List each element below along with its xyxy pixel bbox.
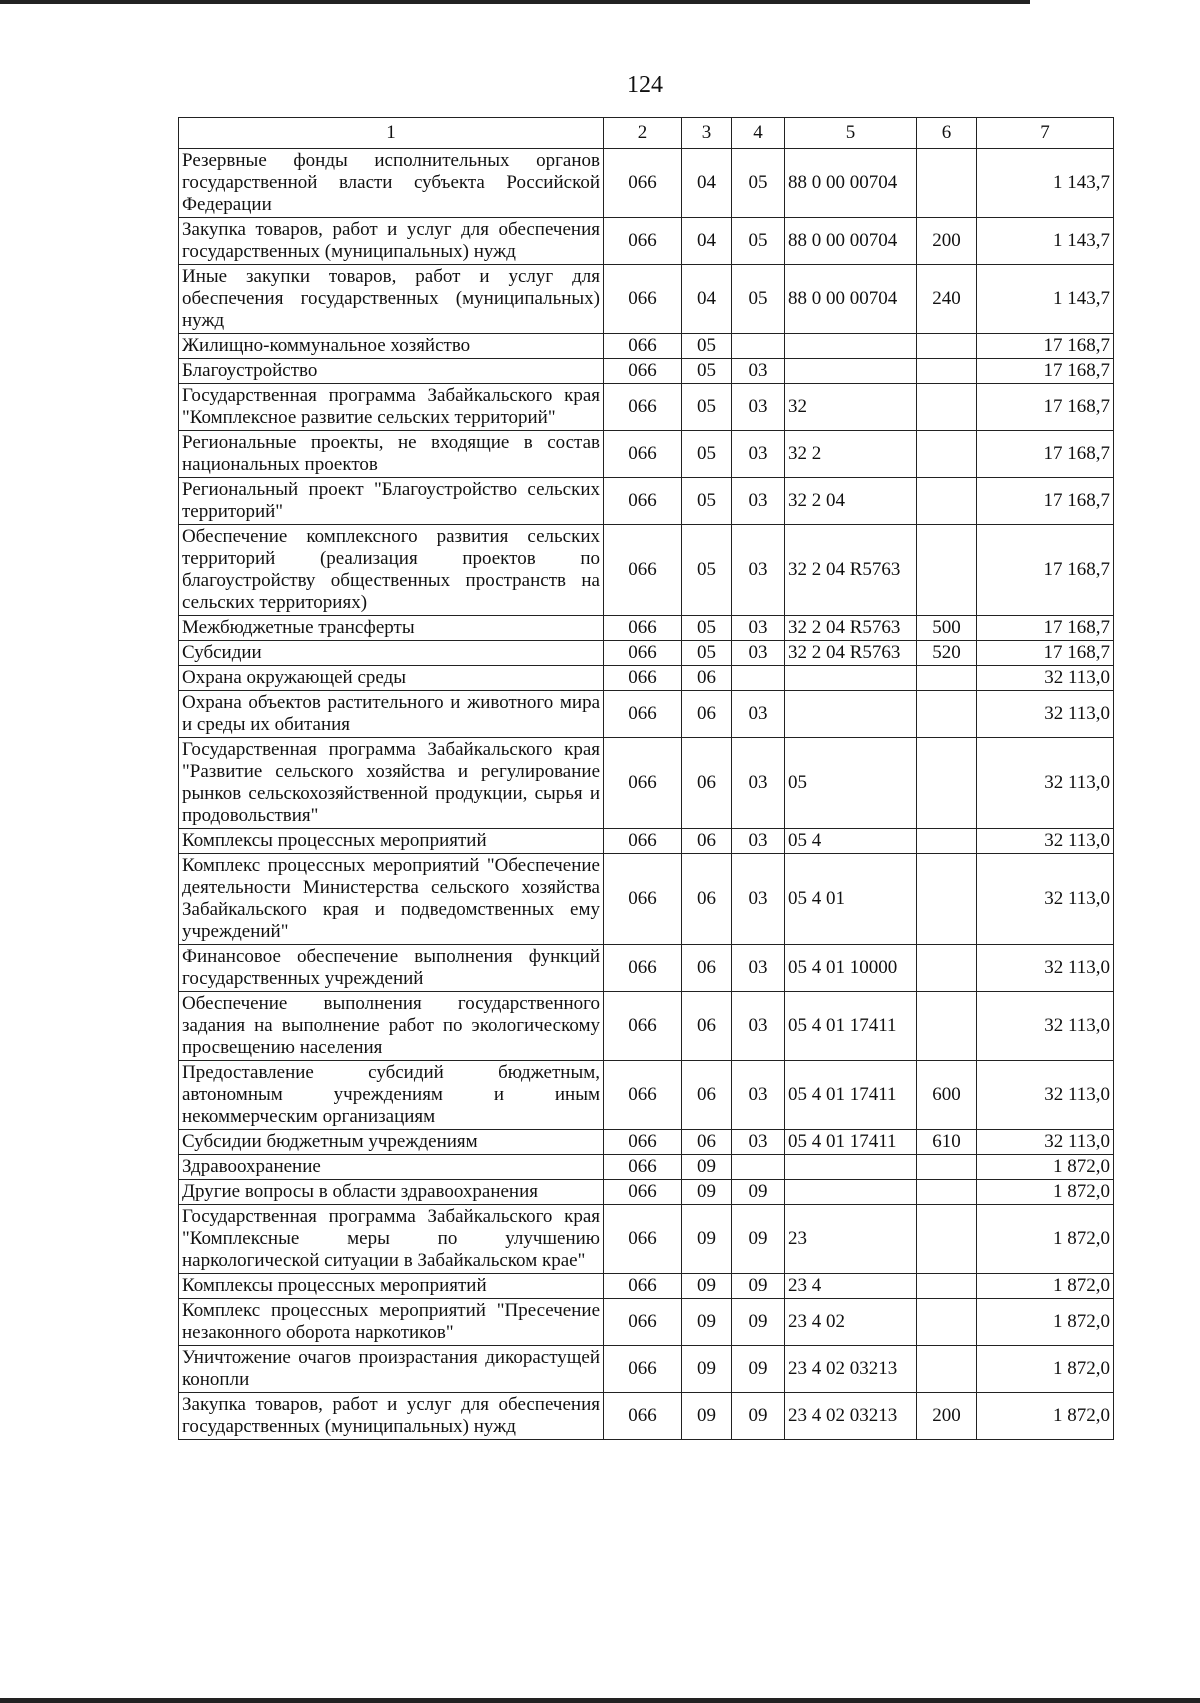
row-gr-cell: 066 [604, 738, 682, 829]
table-row [179, 359, 1114, 384]
row-name-cell: Региональные проекты, не входящие в состав национальных проектов [179, 431, 604, 478]
row-vr-cell [917, 945, 977, 992]
row-pr-cell: 05 [732, 218, 785, 265]
row-sum-cell: 32 113,0 [977, 666, 1114, 691]
row-csr-cell: 32 2 [785, 431, 917, 478]
table-row [179, 1130, 1114, 1155]
row-sum-cell: 32 113,0 [977, 738, 1114, 829]
row-sum-cell: 1 143,7 [977, 149, 1114, 218]
row-name-cell: Комплексы процессных мероприятий [179, 829, 604, 854]
row-gr-cell: 066 [604, 525, 682, 616]
row-csr-cell: 32 2 04 R5763 [785, 641, 917, 666]
row-sum-cell: 17 168,7 [977, 334, 1114, 359]
row-sum-cell: 32 113,0 [977, 691, 1114, 738]
row-gr-cell: 066 [604, 666, 682, 691]
row-gr-cell: 066 [604, 384, 682, 431]
row-csr-cell: 05 [785, 738, 917, 829]
row-rz-cell: 06 [682, 1061, 732, 1130]
row-csr-cell: 05 4 01 17411 [785, 992, 917, 1061]
row-sum-cell: 1 872,0 [977, 1393, 1114, 1440]
row-name-cell: Финансовое обеспечение выполнения функций государственных учреждений [179, 945, 604, 992]
row-rz-cell: 09 [682, 1346, 732, 1393]
table-row [179, 945, 1114, 992]
row-pr-cell: 05 [732, 149, 785, 218]
row-vr-cell: 520 [917, 641, 977, 666]
table-row [179, 829, 1114, 854]
row-gr-cell: 066 [604, 359, 682, 384]
row-vr-cell [917, 384, 977, 431]
row-rz-cell: 05 [682, 478, 732, 525]
top-border-line [0, 0, 1030, 4]
table-row [179, 1346, 1114, 1393]
row-rz-cell: 05 [682, 431, 732, 478]
row-csr-cell [785, 691, 917, 738]
row-sum-cell: 32 113,0 [977, 1130, 1114, 1155]
row-vr-cell [917, 431, 977, 478]
row-csr-cell: 88 0 00 00704 [785, 149, 917, 218]
row-name-cell: Здравоохранение [179, 1155, 604, 1180]
row-csr-cell: 32 2 04 R5763 [785, 525, 917, 616]
row-pr-cell: 09 [732, 1274, 785, 1299]
row-vr-cell [917, 525, 977, 616]
table-row [179, 992, 1114, 1061]
header-cell: 7 [977, 118, 1114, 149]
row-sum-cell: 1 872,0 [977, 1205, 1114, 1274]
row-name-cell: Иные закупки товаров, работ и услуг для обеспечения государственных (муниципальных) нужд [179, 265, 604, 334]
row-sum-cell: 32 113,0 [977, 829, 1114, 854]
row-vr-cell: 240 [917, 265, 977, 334]
row-gr-cell: 066 [604, 691, 682, 738]
row-vr-cell [917, 359, 977, 384]
table-row [179, 384, 1114, 431]
row-pr-cell: 03 [732, 992, 785, 1061]
row-gr-cell: 066 [604, 829, 682, 854]
row-rz-cell: 06 [682, 992, 732, 1061]
row-name-cell: Государственная программа Забайкальского края "Комплексное развитие сельских территорий" [179, 384, 604, 431]
table-row [179, 478, 1114, 525]
row-pr-cell: 03 [732, 1130, 785, 1155]
header-cell: 5 [785, 118, 917, 149]
row-name-cell: Резервные фонды исполнительных органов государственной власти субъекта Российской Федерации [179, 149, 604, 218]
row-csr-cell: 05 4 [785, 829, 917, 854]
row-name-cell: Межбюджетные трансферты [179, 616, 604, 641]
table-row [179, 691, 1114, 738]
row-name-cell: Государственная программа Забайкальского края "Комплексные меры по улучшению наркологической ситуации в Забайкальском крае" [179, 1205, 604, 1274]
row-gr-cell: 066 [604, 854, 682, 945]
row-pr-cell: 03 [732, 691, 785, 738]
row-vr-cell: 200 [917, 1393, 977, 1440]
table-body [179, 149, 1114, 1440]
row-rz-cell: 09 [682, 1205, 732, 1274]
row-rz-cell: 05 [682, 384, 732, 431]
row-csr-cell: 23 4 02 03213 [785, 1346, 917, 1393]
row-gr-cell: 066 [604, 1180, 682, 1205]
row-name-cell: Комплекс процессных мероприятий "Пресечение незаконного оборота наркотиков" [179, 1299, 604, 1346]
row-gr-cell: 066 [604, 334, 682, 359]
table-row [179, 218, 1114, 265]
row-name-cell: Другие вопросы в области здравоохранения [179, 1180, 604, 1205]
row-csr-cell [785, 666, 917, 691]
table-row [179, 525, 1114, 616]
row-gr-cell: 066 [604, 149, 682, 218]
table-row [179, 666, 1114, 691]
bottom-border-line [0, 1698, 1200, 1703]
row-rz-cell: 05 [682, 525, 732, 616]
row-gr-cell: 066 [604, 431, 682, 478]
row-pr-cell: 03 [732, 478, 785, 525]
row-sum-cell: 1 872,0 [977, 1346, 1114, 1393]
row-vr-cell [917, 738, 977, 829]
row-csr-cell [785, 334, 917, 359]
row-rz-cell: 05 [682, 334, 732, 359]
row-name-cell: Охрана окружающей среды [179, 666, 604, 691]
row-rz-cell: 06 [682, 738, 732, 829]
header-cell: 4 [732, 118, 785, 149]
row-name-cell: Благоустройство [179, 359, 604, 384]
row-rz-cell: 06 [682, 1130, 732, 1155]
row-vr-cell [917, 1346, 977, 1393]
row-rz-cell: 09 [682, 1155, 732, 1180]
row-vr-cell: 600 [917, 1061, 977, 1130]
row-pr-cell: 03 [732, 384, 785, 431]
table-row [179, 738, 1114, 829]
row-rz-cell: 09 [682, 1299, 732, 1346]
row-rz-cell: 06 [682, 691, 732, 738]
row-rz-cell: 06 [682, 666, 732, 691]
row-name-cell: Жилищно-коммунальное хозяйство [179, 334, 604, 359]
table-row [179, 854, 1114, 945]
row-sum-cell: 32 113,0 [977, 854, 1114, 945]
row-name-cell: Обеспечение выполнения государственного задания на выполнение работ по экологическому просвещению населения [179, 992, 604, 1061]
table-row [179, 1274, 1114, 1299]
row-sum-cell: 17 168,7 [977, 431, 1114, 478]
table-row [179, 334, 1114, 359]
row-csr-cell: 23 [785, 1205, 917, 1274]
table-row [179, 641, 1114, 666]
row-rz-cell: 06 [682, 829, 732, 854]
row-sum-cell: 17 168,7 [977, 384, 1114, 431]
row-csr-cell: 88 0 00 00704 [785, 218, 917, 265]
row-pr-cell: 09 [732, 1180, 785, 1205]
row-sum-cell: 32 113,0 [977, 1061, 1114, 1130]
row-name-cell: Комплексы процессных мероприятий [179, 1274, 604, 1299]
row-csr-cell: 05 4 01 17411 [785, 1130, 917, 1155]
row-vr-cell [917, 666, 977, 691]
row-name-cell: Субсидии [179, 641, 604, 666]
row-pr-cell: 03 [732, 616, 785, 641]
row-sum-cell: 17 168,7 [977, 525, 1114, 616]
row-sum-cell: 32 113,0 [977, 945, 1114, 992]
row-rz-cell: 05 [682, 641, 732, 666]
budget-table [178, 117, 1114, 1440]
row-sum-cell: 32 113,0 [977, 992, 1114, 1061]
row-gr-cell: 066 [604, 478, 682, 525]
row-vr-cell [917, 1180, 977, 1205]
row-name-cell: Уничтожение очагов произрастания дикорастущей конопли [179, 1346, 604, 1393]
table-row [179, 431, 1114, 478]
row-vr-cell: 610 [917, 1130, 977, 1155]
row-gr-cell: 066 [604, 218, 682, 265]
row-sum-cell: 1 143,7 [977, 265, 1114, 334]
row-csr-cell: 05 4 01 17411 [785, 1061, 917, 1130]
row-rz-cell: 05 [682, 616, 732, 641]
header-cell: 2 [604, 118, 682, 149]
row-name-cell: Комплекс процессных мероприятий "Обеспечение деятельности Министерства сельского хозяйства Забайкальского края и подведомственных ему учреждений" [179, 854, 604, 945]
row-pr-cell: 03 [732, 359, 785, 384]
row-name-cell: Региональный проект "Благоустройство сельских территорий" [179, 478, 604, 525]
row-sum-cell: 17 168,7 [977, 641, 1114, 666]
row-pr-cell: 05 [732, 265, 785, 334]
row-csr-cell: 88 0 00 00704 [785, 265, 917, 334]
table-row [179, 1061, 1114, 1130]
row-name-cell: Закупка товаров, работ и услуг для обеспечения государственных (муниципальных) нужд [179, 218, 604, 265]
row-name-cell: Охрана объектов растительного и животного мира и среды их обитания [179, 691, 604, 738]
page-number: 124 [627, 72, 663, 98]
row-csr-cell: 23 4 02 [785, 1299, 917, 1346]
row-vr-cell [917, 992, 977, 1061]
row-csr-cell: 32 2 04 R5763 [785, 616, 917, 641]
row-sum-cell: 1 872,0 [977, 1180, 1114, 1205]
table-row [179, 1155, 1114, 1180]
row-pr-cell: 09 [732, 1346, 785, 1393]
row-pr-cell: 09 [732, 1299, 785, 1346]
row-gr-cell: 066 [604, 265, 682, 334]
row-sum-cell: 17 168,7 [977, 478, 1114, 525]
row-gr-cell: 066 [604, 1205, 682, 1274]
row-csr-cell: 05 4 01 10000 [785, 945, 917, 992]
row-pr-cell [732, 666, 785, 691]
row-sum-cell: 1 872,0 [977, 1155, 1114, 1180]
row-gr-cell: 066 [604, 616, 682, 641]
row-gr-cell: 066 [604, 1274, 682, 1299]
row-vr-cell: 500 [917, 616, 977, 641]
row-name-cell: Закупка товаров, работ и услуг для обеспечения государственных (муниципальных) нужд [179, 1393, 604, 1440]
row-pr-cell [732, 334, 785, 359]
row-rz-cell: 04 [682, 149, 732, 218]
row-sum-cell: 17 168,7 [977, 616, 1114, 641]
row-name-cell: Обеспечение комплексного развития сельских территорий (реализация проектов по благоустройству общественных пространств на сельских территориях) [179, 525, 604, 616]
table-row [179, 616, 1114, 641]
row-pr-cell: 03 [732, 854, 785, 945]
table-header-row [179, 118, 1114, 149]
row-vr-cell [917, 1155, 977, 1180]
row-vr-cell [917, 854, 977, 945]
row-gr-cell: 066 [604, 1155, 682, 1180]
table-row [179, 149, 1114, 218]
row-gr-cell: 066 [604, 1299, 682, 1346]
row-rz-cell: 06 [682, 854, 732, 945]
table-row [179, 1205, 1114, 1274]
row-csr-cell: 23 4 [785, 1274, 917, 1299]
row-vr-cell [917, 829, 977, 854]
row-pr-cell: 03 [732, 641, 785, 666]
row-pr-cell: 03 [732, 525, 785, 616]
row-pr-cell: 03 [732, 738, 785, 829]
header-cell: 1 [179, 118, 604, 149]
row-name-cell: Субсидии бюджетным учреждениям [179, 1130, 604, 1155]
row-pr-cell: 03 [732, 829, 785, 854]
row-gr-cell: 066 [604, 992, 682, 1061]
row-pr-cell: 03 [732, 1061, 785, 1130]
row-rz-cell: 09 [682, 1274, 732, 1299]
header-cell: 6 [917, 118, 977, 149]
row-rz-cell: 04 [682, 218, 732, 265]
row-gr-cell: 066 [604, 1346, 682, 1393]
row-pr-cell: 03 [732, 945, 785, 992]
row-gr-cell: 066 [604, 1130, 682, 1155]
row-sum-cell: 1 143,7 [977, 218, 1114, 265]
row-gr-cell: 066 [604, 1393, 682, 1440]
row-rz-cell: 06 [682, 945, 732, 992]
row-gr-cell: 066 [604, 1061, 682, 1130]
row-rz-cell: 04 [682, 265, 732, 334]
row-sum-cell: 17 168,7 [977, 359, 1114, 384]
header-cell: 3 [682, 118, 732, 149]
row-vr-cell [917, 691, 977, 738]
row-csr-cell [785, 359, 917, 384]
table-row [179, 265, 1114, 334]
row-csr-cell: 05 4 01 [785, 854, 917, 945]
row-pr-cell: 09 [732, 1205, 785, 1274]
row-csr-cell: 23 4 02 03213 [785, 1393, 917, 1440]
row-csr-cell [785, 1155, 917, 1180]
row-sum-cell: 1 872,0 [977, 1299, 1114, 1346]
table-row [179, 1180, 1114, 1205]
row-pr-cell: 09 [732, 1393, 785, 1440]
row-rz-cell: 09 [682, 1180, 732, 1205]
row-sum-cell: 1 872,0 [977, 1274, 1114, 1299]
row-gr-cell: 066 [604, 945, 682, 992]
row-vr-cell [917, 149, 977, 218]
row-pr-cell: 03 [732, 431, 785, 478]
row-vr-cell: 200 [917, 218, 977, 265]
row-name-cell: Государственная программа Забайкальского края "Развитие сельского хозяйства и регулирование рынков сельскохозяйственной продукции, сырья и продовольствия" [179, 738, 604, 829]
row-gr-cell: 066 [604, 641, 682, 666]
row-vr-cell [917, 1299, 977, 1346]
row-csr-cell [785, 1180, 917, 1205]
row-rz-cell: 05 [682, 359, 732, 384]
table-row [179, 1393, 1114, 1440]
row-vr-cell [917, 478, 977, 525]
row-pr-cell [732, 1155, 785, 1180]
row-vr-cell [917, 1274, 977, 1299]
row-vr-cell [917, 1205, 977, 1274]
row-csr-cell: 32 [785, 384, 917, 431]
row-vr-cell [917, 334, 977, 359]
row-rz-cell: 09 [682, 1393, 732, 1440]
table-row [179, 1299, 1114, 1346]
row-csr-cell: 32 2 04 [785, 478, 917, 525]
row-name-cell: Предоставление субсидий бюджетным, автономным учреждениям и иным некоммерческим организациям [179, 1061, 604, 1130]
